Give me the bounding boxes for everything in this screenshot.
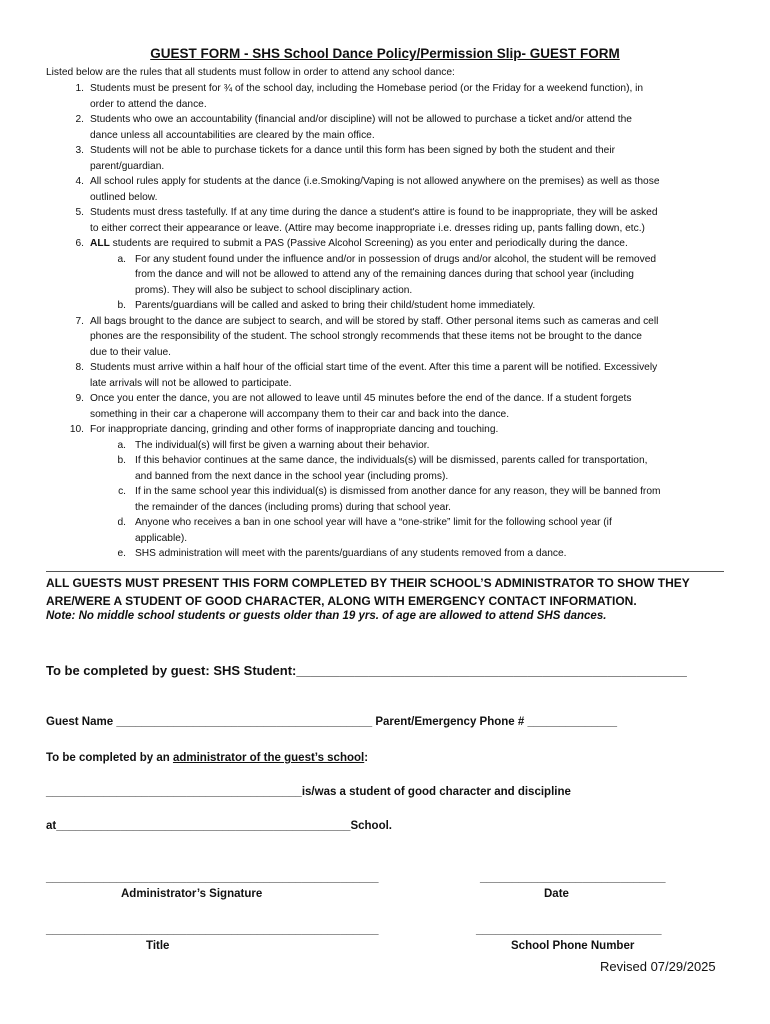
admin-section-prefix: To be completed by an	[46, 752, 173, 764]
sub-rule-letter: c.	[118, 486, 126, 497]
rule-line	[90, 376, 726, 392]
rule-line	[90, 81, 726, 97]
shs-student-field[interactable]: ______________________________________________________	[296, 663, 687, 678]
rule-text	[90, 205, 726, 236]
sub-rule-item	[46, 252, 726, 299]
date-label: Date	[544, 888, 569, 900]
sub-rule-letter: a.	[117, 253, 126, 265]
rule-item	[46, 174, 726, 205]
guest-name-field[interactable]: ________________________________________	[116, 716, 373, 728]
rule-line-text: parent/guardian.	[90, 160, 165, 172]
form-title: GUEST FORM - SHS School Dance Policy/Permission Slip- GUEST FORM	[150, 46, 620, 61]
sub-rule-item	[46, 546, 726, 562]
rule-number: 9.	[75, 393, 84, 404]
sub-rule-line: Anyone who receives a ban in one school year will have a “one-strike” limit for the following school year (if	[135, 517, 612, 528]
rule-item	[46, 112, 726, 143]
title-label: Title	[146, 940, 170, 952]
school-phone-field[interactable]: _____________________________	[476, 924, 662, 936]
sub-rule-letter: a.	[117, 439, 126, 451]
rule-line-text: due to their value.	[90, 346, 171, 358]
rules-list	[46, 81, 726, 562]
rule-text	[90, 174, 726, 205]
rule-text	[90, 81, 726, 112]
title-field[interactable]: ____________________________________________________	[46, 924, 379, 936]
sub-rule-item	[46, 453, 726, 484]
rule-line-text: Once you enter the dance, you are not allowed to leave until 45 minutes before the end of the dance. If a student forgets	[90, 393, 632, 404]
school-name-field[interactable]: ______________________________________________	[56, 820, 351, 832]
sub-rule-line: If in the same school year this individual(s) is dismissed from another dance for any reason, they will be banned from	[135, 486, 661, 497]
rule-item	[46, 314, 726, 361]
admin-signature-label: Administrator’s Signature	[121, 888, 263, 900]
guest-name-line	[46, 716, 617, 728]
rule-line-text: All bags brought to the dance are subject to search, and will be stored by staff. Other personal items such as cameras and cell	[90, 315, 659, 327]
sub-rule-item	[46, 438, 726, 454]
sub-rule-line: The individual(s) will first be given a warning about their behavior.	[135, 439, 430, 451]
rule-line-text: Students who owe an accountability (financial and/or discipline) will not be allowed to purchase a ticket and/or attend the	[90, 114, 632, 125]
rule-text	[90, 112, 726, 143]
rule-item	[46, 205, 726, 236]
guest-section-label: To be completed by guest: SHS Student:	[46, 663, 297, 678]
rule-item	[46, 143, 726, 174]
notice-line-2: ARE/WERE A STUDENT OF GOOD CHARACTER, ALONG WITH EMERGENCY CONTACT INFORMATION.	[46, 594, 637, 608]
rule-text	[90, 143, 726, 174]
rule-number: 3.	[75, 145, 84, 156]
sub-rule-letter: d.	[117, 517, 126, 528]
rule-line-text: to either correct their appearance or leave. (Attire may become inappropriate i.e. dresses riding up, pants falling down, etc.)	[90, 222, 645, 234]
rule-line	[90, 128, 726, 144]
rule-line	[90, 112, 726, 128]
sub-rule-letter: b.	[117, 455, 126, 466]
rule-line	[90, 190, 726, 206]
rule-line	[90, 236, 726, 252]
rule-number: 7.	[75, 315, 84, 327]
sub-rule-item	[46, 484, 726, 515]
sub-rule-line: proms). They will also be subject to school disciplinary action.	[135, 284, 413, 296]
rule-number: 5.	[75, 207, 84, 218]
rule-line-text: outlined below.	[90, 191, 158, 203]
rule-number: 4.	[75, 176, 84, 187]
rule-item	[46, 360, 726, 391]
rule-text	[90, 360, 726, 391]
rule-number: 10.	[69, 424, 84, 435]
student-name-field[interactable]: ________________________________________	[46, 786, 302, 798]
rule-line	[90, 205, 726, 221]
sub-rule-line: If this behavior continues at the same dance, the individuals(s) will be dismissed, parents called for transportation,	[135, 455, 648, 466]
character-statement: is/was a student of good character and discipline	[301, 786, 571, 798]
notice-line-1: ALL GUESTS MUST PRESENT THIS FORM COMPLETED BY THEIR SCHOOL’S ADMINISTRATOR TO SHOW THEY	[46, 576, 690, 590]
school-phone-label: School Phone Number	[511, 940, 635, 952]
rule-text	[90, 314, 726, 361]
rule-line	[90, 407, 726, 423]
rule-number: 2.	[75, 114, 84, 125]
rule-line	[90, 221, 726, 237]
sub-rule-letter: e.	[117, 548, 126, 559]
sub-rule-item	[46, 515, 726, 546]
rule-item	[46, 391, 726, 422]
guest-name-label: Guest Name	[46, 716, 114, 728]
section-divider	[46, 571, 724, 572]
rule-line-text: late arrivals will not be allowed to participate.	[90, 377, 292, 389]
admin-signature-field[interactable]: ____________________________________________________	[46, 872, 379, 884]
admin-section-heading	[46, 752, 368, 764]
admin-section-underlined: administrator of the guest’s school	[172, 752, 365, 764]
character-line	[46, 786, 571, 798]
emergency-phone-label: Parent/Emergency Phone #	[375, 716, 525, 728]
rule-line-text: Students must be present for ¾ of the school day, including the Homebase period (or the Friday for a weekend function), in	[90, 83, 644, 94]
date-field[interactable]: _____________________________	[480, 872, 666, 884]
sub-rule-line: SHS administration will meet with the parents/guardians of any students removed from a dance.	[135, 548, 567, 559]
rule-line	[90, 360, 726, 376]
guest-notice	[46, 574, 736, 610]
rule-line-text: students are required to submit a PAS (Passive Alcohol Screening) as you enter and periodically during the dance.	[109, 238, 628, 249]
rule-number: 1.	[75, 83, 84, 94]
sub-rule-line: the remainder of the dances (including proms) during that school year.	[135, 501, 451, 513]
school-prefix: at	[46, 820, 57, 832]
emergency-phone-field[interactable]: ______________	[527, 716, 618, 728]
rules-intro: Listed below are the rules that all students must follow in order to attend any school dance:	[46, 67, 455, 78]
sub-rule-line: For any student found under the influence and/or in possession of drugs and/or alcohol, the student will be removed	[135, 253, 657, 265]
rule-line-text: All school rules apply for students at the dance (i.e.Smoking/Vaping is not allowed anywhere on the premises) as well as those	[90, 176, 660, 187]
rule-text	[90, 236, 726, 252]
sub-rule-line: applicable).	[135, 532, 188, 544]
guest-student-line	[46, 663, 687, 678]
sub-rule-line: Parents/guardians will be called and asked to bring their child/student home immediately.	[135, 300, 536, 311]
rule-bold-lead: ALL	[90, 238, 110, 249]
rule-item	[46, 236, 726, 252]
rule-line-text: order to attend the dance.	[90, 98, 207, 110]
rule-line	[90, 422, 726, 438]
sub-rule-item	[46, 298, 726, 314]
rule-number: 6.	[75, 238, 84, 249]
rule-text	[90, 422, 726, 438]
admin-section-suffix: :	[364, 752, 369, 764]
rule-line	[90, 345, 726, 361]
rule-line-text: dance unless all accountabilities are cleared by the main office.	[90, 129, 375, 141]
school-line	[46, 820, 392, 832]
sub-rule-letter: b.	[117, 300, 126, 311]
rule-line	[90, 97, 726, 113]
age-note: Note: No middle school students or guests older than 19 yrs. of age are allowed to attend SHS dances.	[46, 610, 607, 622]
rule-line-text: phones are the responsibility of the student. The school strongly recommends that these items not be brought to the dance	[90, 331, 642, 342]
rule-item	[46, 422, 726, 438]
rule-line-text: Students will not be able to purchase tickets for a dance until this form has been signed by both the student and their	[90, 145, 615, 156]
sub-rule-line: and banned from the next dance in the school year (including proms).	[135, 470, 449, 482]
rule-item	[46, 81, 726, 112]
rule-line	[90, 391, 726, 407]
rule-text	[90, 391, 726, 422]
rule-line	[90, 329, 726, 345]
rule-number: 8.	[75, 362, 84, 373]
rule-line-text: For inappropriate dancing, grinding and other forms of inappropriate dancing and touching.	[90, 424, 499, 435]
revision-date: Revised 07/29/2025	[600, 959, 716, 974]
rule-line	[90, 174, 726, 190]
rule-line	[90, 143, 726, 159]
rule-line	[90, 314, 726, 330]
rule-line-text: something in their car a chaperone will accompany them to their car and back into the dance.	[90, 408, 510, 420]
school-suffix: School.	[350, 820, 392, 832]
sub-rule-line: from the dance and will not be allowed to attend any of the remaining dances during that school year (including	[135, 269, 634, 280]
rule-line	[90, 159, 726, 175]
rule-line-text: Students must dress tastefully. If at any time during the dance a student's attire is found to be inappropriate, they will be asked	[90, 207, 658, 218]
rule-line-text: Students must arrive within a half hour of the official start time of the event. After this time a parent will be notified. Excessively	[90, 362, 658, 373]
